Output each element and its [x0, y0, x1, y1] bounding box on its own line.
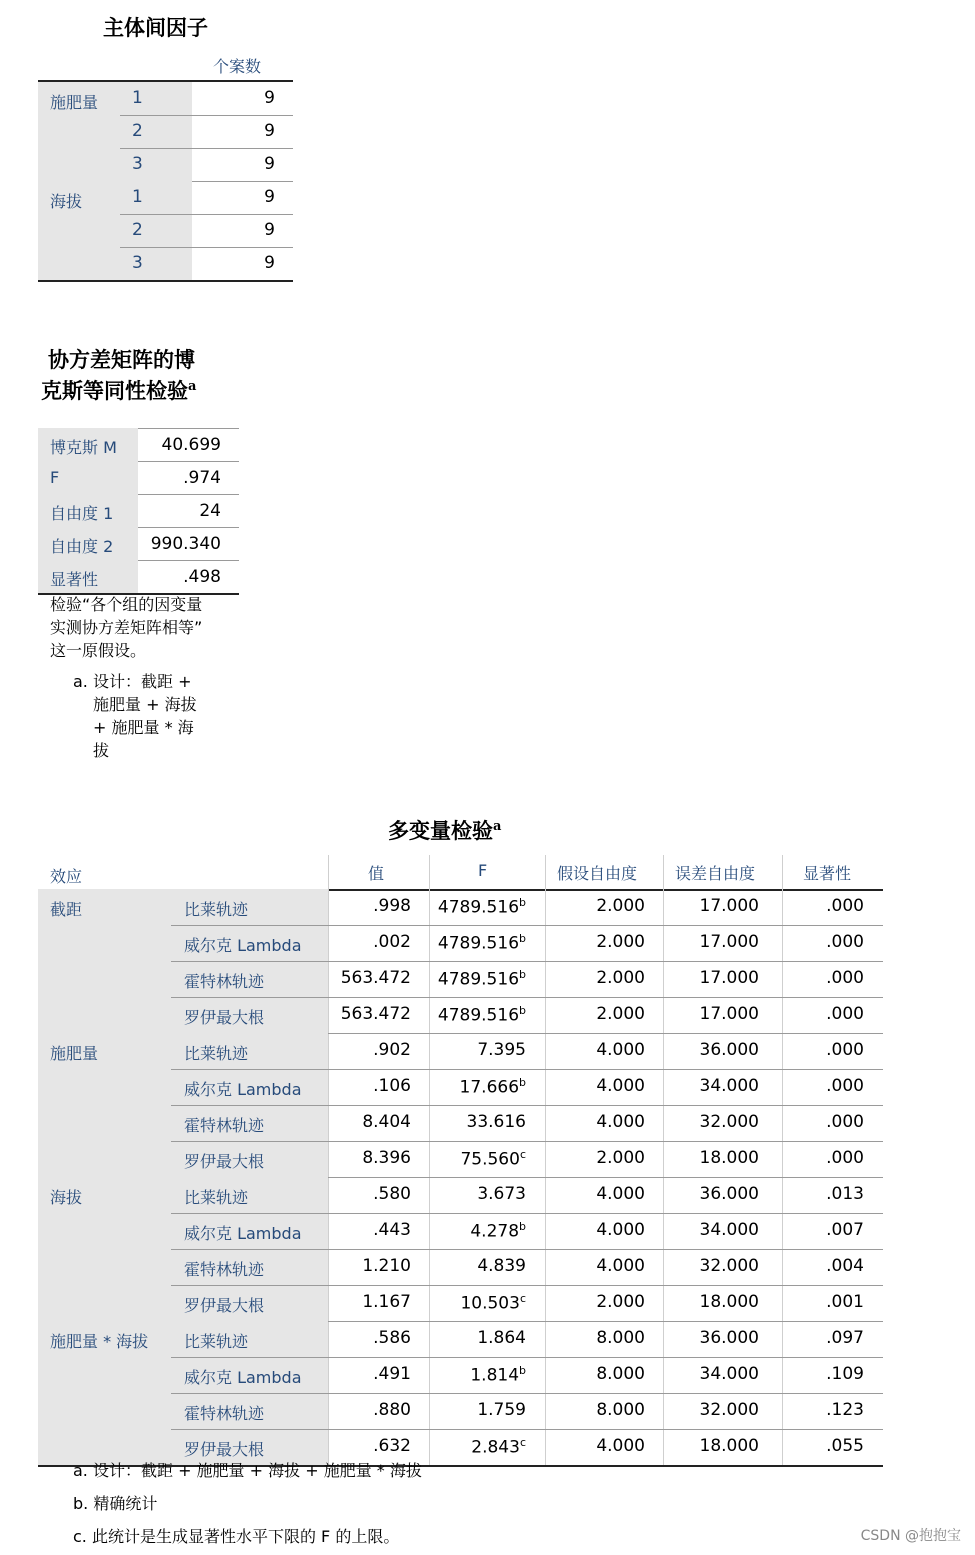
err-df-cell-text: 34.000 — [699, 1076, 759, 1096]
stat-label: 显著性 — [50, 570, 99, 589]
stat-label: 博克斯 M — [50, 438, 117, 457]
test-name: 比莱轨迹 — [184, 1188, 249, 1207]
f-footnote-marker: c — [519, 1436, 526, 1449]
f-cell — [471, 1436, 526, 1458]
f-cell-text: 10.503 — [460, 1293, 520, 1314]
table-row — [38, 1213, 883, 1249]
err-df-cell — [700, 1436, 759, 1456]
sig-cell — [826, 968, 864, 988]
table-row — [38, 925, 883, 961]
table1-title: 主体间因子 — [103, 15, 208, 40]
sig-cell-text: .013 — [826, 1184, 864, 1204]
sig-cell — [826, 1184, 864, 1204]
err-df-cell — [700, 1256, 759, 1276]
table1-header — [38, 48, 293, 82]
value-cell — [373, 1328, 411, 1348]
f-cell-text: 4789.516 — [437, 933, 520, 954]
header-value: 值 — [368, 864, 385, 883]
err-df-cell-text: 18.000 — [699, 1436, 759, 1456]
f-footnote-marker: b — [519, 932, 526, 945]
f-cell-text: 4.278 — [470, 1221, 520, 1242]
value-cell — [373, 896, 411, 916]
test-name: 威尔克 Lambda — [184, 936, 302, 955]
footnote-line: c. 此统计是生成显著性水平下限的 F 的上限。 — [73, 1527, 400, 1546]
hyp-df-cell-text: 4.000 — [596, 1076, 645, 1096]
hyp-df-cell-text: 2.000 — [596, 1004, 645, 1024]
table-row — [38, 1249, 883, 1285]
f-cell — [477, 1040, 526, 1060]
table-bottom-rule — [38, 280, 293, 282]
value-cell-text: .106 — [373, 1076, 411, 1096]
stat-value: .974 — [183, 468, 221, 488]
value-cell — [341, 1004, 411, 1024]
hyp-df-cell-text: 8.000 — [596, 1328, 645, 1348]
table-row — [38, 115, 293, 148]
err-df-cell — [700, 932, 759, 952]
value-cell — [341, 968, 411, 988]
footnote-line: 拔 — [93, 741, 110, 760]
value-cell — [362, 1292, 411, 1312]
f-cell-text: 1.864 — [477, 1328, 526, 1348]
hyp-df-cell-text: 2.000 — [596, 1292, 645, 1312]
err-df-cell — [700, 968, 759, 988]
hyp-df-cell — [596, 1220, 645, 1240]
sig-cell-text: .000 — [826, 968, 864, 988]
err-df-cell-text: 17.000 — [699, 1004, 759, 1024]
table-row — [38, 181, 293, 214]
f-footnote-marker: b — [519, 968, 526, 981]
err-df-cell-text: 36.000 — [699, 1184, 759, 1204]
test-name: 罗伊最大根 — [184, 1440, 265, 1459]
test-name: 霍特林轨迹 — [184, 972, 265, 991]
sig-cell — [826, 1256, 864, 1276]
f-footnote-marker: b — [519, 896, 526, 909]
err-df-cell — [700, 1220, 759, 1240]
factor-label: 施肥量 — [50, 93, 99, 112]
sig-cell-text: .000 — [826, 1148, 864, 1168]
header-f: F — [478, 861, 488, 880]
value-cell — [373, 1364, 411, 1384]
sig-cell-text: .001 — [826, 1292, 864, 1312]
f-cell-text: 1.814 — [470, 1365, 520, 1386]
table-row — [38, 1033, 883, 1069]
value-cell-text: 8.396 — [362, 1148, 411, 1168]
value-cell — [373, 1184, 411, 1204]
err-df-cell-text: 17.000 — [699, 968, 759, 988]
sig-cell — [826, 896, 864, 916]
hyp-df-cell-text: 4.000 — [596, 1112, 645, 1132]
sig-cell-text: .109 — [826, 1364, 864, 1384]
value-cell-text: 1.210 — [362, 1256, 411, 1276]
table-row — [38, 1285, 883, 1321]
table1-col-header: 个案数 — [213, 57, 262, 76]
table-row — [38, 214, 293, 247]
hyp-df-cell-text: 4.000 — [596, 1436, 645, 1456]
table-row — [38, 1141, 883, 1177]
effect-label: 施肥量 — [50, 1044, 99, 1063]
table-row — [38, 494, 239, 527]
value-cell — [373, 1436, 411, 1456]
sig-cell — [826, 1220, 864, 1240]
hyp-df-cell — [596, 896, 645, 916]
value-cell-text: 1.167 — [362, 1292, 411, 1312]
f-cell — [438, 1004, 526, 1026]
f-cell-text: 33.616 — [466, 1112, 526, 1132]
hyp-df-cell-text: 4.000 — [596, 1256, 645, 1276]
test-name: 霍特林轨迹 — [184, 1260, 265, 1279]
f-cell — [460, 1292, 526, 1314]
table3-title-text: 多变量检验 — [388, 818, 493, 843]
table-row — [38, 428, 239, 461]
test-name: 罗伊最大根 — [184, 1008, 265, 1027]
stat-label-cell — [38, 527, 138, 560]
err-df-cell-text: 36.000 — [699, 1040, 759, 1060]
sig-cell-text: .000 — [826, 1040, 864, 1060]
hyp-df-cell — [596, 1256, 645, 1276]
sig-cell-text: .000 — [826, 932, 864, 952]
hyp-df-cell-text: 4.000 — [596, 1220, 645, 1240]
err-df-cell-text: 34.000 — [699, 1364, 759, 1384]
f-cell — [460, 1076, 526, 1098]
err-df-cell — [700, 1328, 759, 1348]
f-cell-text: 75.560 — [460, 1149, 520, 1170]
f-cell-text: 2.843 — [471, 1437, 520, 1458]
hyp-df-cell — [596, 1364, 645, 1384]
table2-title — [41, 346, 197, 404]
factor-level: 1 — [132, 187, 143, 207]
err-df-cell-text: 36.000 — [699, 1328, 759, 1348]
f-footnote-marker: c — [519, 1148, 526, 1161]
value-cell-text: 563.472 — [340, 968, 411, 988]
f-cell-text: 4789.516 — [437, 969, 520, 990]
sig-cell — [826, 1292, 864, 1312]
hyp-df-cell — [596, 1148, 645, 1168]
table-row — [38, 961, 883, 997]
case-count: 9 — [264, 88, 275, 108]
sig-cell — [826, 1004, 864, 1024]
f-footnote-marker: b — [519, 1364, 526, 1377]
value-cell — [373, 1400, 411, 1420]
hyp-df-cell — [596, 1436, 645, 1456]
hyp-df-cell-text: 8.000 — [596, 1400, 645, 1420]
f-cell-text: 17.666 — [459, 1077, 520, 1098]
value-cell-text: .902 — [373, 1040, 411, 1060]
err-df-cell — [700, 1400, 759, 1420]
stat-value: 40.699 — [161, 435, 221, 455]
table-row — [38, 148, 293, 181]
table2-title-sup: a — [188, 379, 197, 394]
value-cell — [373, 1220, 411, 1240]
test-name: 比莱轨迹 — [184, 1332, 249, 1351]
sig-cell-text: .000 — [826, 1004, 864, 1024]
footnote-line: b. 精确统计 — [73, 1494, 158, 1513]
table-row — [38, 527, 239, 560]
note-line: 实测协方差矩阵相等” — [50, 618, 203, 637]
factor-level: 1 — [132, 88, 143, 108]
value-cell — [362, 1256, 411, 1276]
sig-cell-text: .000 — [826, 1076, 864, 1096]
value-cell — [362, 1112, 411, 1132]
test-name: 霍特林轨迹 — [184, 1116, 265, 1135]
f-cell-text: 3.673 — [477, 1184, 526, 1204]
f-cell — [470, 1364, 526, 1386]
hyp-df-cell — [596, 968, 645, 988]
err-df-cell — [700, 1364, 759, 1384]
hyp-df-cell — [596, 1076, 645, 1096]
f-cell — [460, 1148, 526, 1170]
factor-level: 3 — [132, 253, 143, 273]
case-count: 9 — [264, 253, 275, 273]
header-err-df: 误差自由度 — [675, 864, 756, 883]
sig-cell — [826, 1112, 864, 1132]
err-df-cell-text: 32.000 — [699, 1112, 759, 1132]
value-cell-text: .880 — [373, 1400, 411, 1420]
table-row — [38, 1393, 883, 1429]
table-row — [38, 889, 883, 925]
f-footnote-marker: b — [519, 1004, 526, 1017]
case-count: 9 — [264, 187, 275, 207]
f-cell — [470, 1220, 526, 1242]
f-cell-text: 1.759 — [477, 1400, 526, 1420]
table3-footnotes — [73, 1454, 422, 1553]
header-hyp-df: 假设自由度 — [557, 864, 638, 883]
hyp-df-cell — [596, 1112, 645, 1132]
hyp-df-cell-text: 2.000 — [596, 932, 645, 952]
table3-title — [388, 815, 501, 845]
value-cell-text: .491 — [373, 1364, 411, 1384]
hyp-df-cell — [596, 1328, 645, 1348]
value-cell — [373, 932, 411, 952]
sig-cell-text: .055 — [826, 1436, 864, 1456]
err-df-cell-text: 32.000 — [699, 1256, 759, 1276]
hyp-df-cell — [596, 1184, 645, 1204]
f-cell — [438, 896, 526, 918]
value-cell — [373, 1076, 411, 1096]
table2-title-line1: 协方差矩阵的博 — [48, 347, 195, 372]
table-row — [38, 247, 293, 280]
sig-cell-text: .000 — [826, 896, 864, 916]
table-row — [38, 560, 239, 593]
sig-cell-text: .000 — [826, 1112, 864, 1132]
table-row — [38, 461, 239, 494]
stat-label-cell — [38, 461, 138, 494]
f-footnote-marker: b — [519, 1076, 526, 1089]
f-cell — [438, 968, 526, 990]
f-footnote-marker: c — [519, 1292, 526, 1305]
test-name: 威尔克 Lambda — [184, 1080, 302, 1099]
f-cell — [438, 932, 526, 954]
value-cell-text: .998 — [373, 896, 411, 916]
watermark: CSDN @抱抱宝 — [860, 1528, 961, 1544]
err-df-cell — [700, 1184, 759, 1204]
table-row — [38, 1105, 883, 1141]
factor-level: 2 — [132, 121, 143, 141]
err-df-cell-text: 34.000 — [699, 1220, 759, 1240]
header-effect: 效应 — [50, 867, 83, 886]
table-row — [38, 1069, 883, 1105]
hyp-df-cell — [596, 1400, 645, 1420]
hyp-df-cell — [596, 1040, 645, 1060]
sig-cell — [826, 1328, 864, 1348]
stat-label-cell — [38, 428, 138, 461]
stat-label: 自由度 1 — [50, 504, 114, 523]
f-cell-text: 4789.516 — [437, 897, 520, 918]
table2-title-line2: 克斯等同性检验 — [41, 378, 188, 403]
err-df-cell — [700, 1076, 759, 1096]
value-cell-text: .580 — [373, 1184, 411, 1204]
hyp-df-cell — [596, 1292, 645, 1312]
stat-value: 990.340 — [150, 534, 221, 554]
table2-note — [50, 593, 202, 662]
note-line: 检验“各个组的因变量 — [50, 595, 203, 614]
hyp-df-cell — [596, 932, 645, 952]
test-name: 罗伊最大根 — [184, 1152, 265, 1171]
sig-cell-text: .097 — [826, 1328, 864, 1348]
table-row — [38, 1321, 883, 1357]
table-row — [38, 82, 293, 115]
note-line: 这一原假设。 — [50, 641, 147, 660]
value-cell — [373, 1040, 411, 1060]
f-cell — [467, 1112, 526, 1132]
footnote-line: a. 设计：截距 + 施肥量 + 海拔 + 施肥量 * 海拔 — [73, 1461, 422, 1480]
hyp-df-cell-text: 8.000 — [596, 1364, 645, 1384]
err-df-cell-text: 32.000 — [699, 1400, 759, 1420]
value-cell-text: .632 — [373, 1436, 411, 1456]
hyp-df-cell — [596, 1004, 645, 1024]
hyp-df-cell-text: 4.000 — [596, 1040, 645, 1060]
sig-cell — [826, 1148, 864, 1168]
sig-cell-text: .004 — [826, 1256, 864, 1276]
case-count: 9 — [264, 220, 275, 240]
value-cell-text: .443 — [373, 1220, 411, 1240]
f-cell — [477, 1184, 526, 1204]
sig-cell-text: .123 — [826, 1400, 864, 1420]
table2-footnote — [73, 670, 197, 762]
sig-cell — [826, 1040, 864, 1060]
f-cell-text: 4789.516 — [437, 1005, 520, 1026]
factor-label: 海拔 — [50, 192, 83, 211]
value-cell — [362, 1148, 411, 1168]
table-row — [38, 1357, 883, 1393]
case-count: 9 — [264, 121, 275, 141]
value-cell-text: .002 — [373, 932, 411, 952]
table3-header — [38, 855, 883, 891]
err-df-cell — [700, 896, 759, 916]
value-cell-text: 563.472 — [340, 1004, 411, 1024]
err-df-cell — [700, 1148, 759, 1168]
test-name: 罗伊最大根 — [184, 1296, 265, 1315]
f-cell — [477, 1328, 526, 1348]
footnote-line: a. 设计：截距 + — [73, 672, 192, 691]
factor-level: 2 — [132, 220, 143, 240]
f-cell — [477, 1256, 526, 1276]
footnote-line: 施肥量 + 海拔 — [93, 695, 197, 714]
stat-value: 24 — [199, 501, 221, 521]
stat-label: F — [50, 468, 60, 487]
value-cell-text: .586 — [373, 1328, 411, 1348]
effect-label: 海拔 — [50, 1188, 83, 1207]
hyp-df-cell-text: 4.000 — [596, 1184, 645, 1204]
err-df-cell-text: 18.000 — [699, 1292, 759, 1312]
stat-label-cell — [38, 560, 138, 593]
test-name: 威尔克 Lambda — [184, 1224, 302, 1243]
hyp-df-cell-text: 2.000 — [596, 896, 645, 916]
f-cell-text: 4.839 — [477, 1256, 526, 1276]
err-df-cell — [700, 1040, 759, 1060]
stat-value: .498 — [183, 567, 221, 587]
hyp-df-cell-text: 2.000 — [596, 1148, 645, 1168]
f-cell-text: 7.395 — [477, 1040, 526, 1060]
sig-cell — [826, 1076, 864, 1096]
value-cell-text: 8.404 — [362, 1112, 411, 1132]
effect-label: 截距 — [50, 900, 83, 919]
header-sig: 显著性 — [803, 864, 852, 883]
sig-cell — [826, 932, 864, 952]
footnote-line: + 施肥量 * 海 — [93, 718, 194, 737]
test-name: 霍特林轨迹 — [184, 1404, 265, 1423]
f-footnote-marker: b — [519, 1220, 526, 1233]
stat-label-cell — [38, 494, 138, 527]
sig-cell — [826, 1436, 864, 1456]
sig-cell — [826, 1400, 864, 1420]
sig-cell — [826, 1364, 864, 1384]
test-name: 比莱轨迹 — [184, 900, 249, 919]
err-df-cell-text: 18.000 — [699, 1148, 759, 1168]
factor-level: 3 — [132, 154, 143, 174]
stat-label: 自由度 2 — [50, 537, 114, 556]
case-count: 9 — [264, 154, 275, 174]
sig-cell-text: .007 — [826, 1220, 864, 1240]
f-cell — [477, 1400, 526, 1420]
err-df-cell — [700, 1112, 759, 1132]
hyp-df-cell-text: 2.000 — [596, 968, 645, 988]
test-name: 威尔克 Lambda — [184, 1368, 302, 1387]
table3-title-sup: a — [493, 819, 502, 834]
effect-label: 施肥量 * 海拔 — [50, 1332, 149, 1351]
err-df-cell-text: 17.000 — [699, 896, 759, 916]
between-subjects-factors-table — [38, 48, 293, 273]
test-name: 比莱轨迹 — [184, 1044, 249, 1063]
err-df-cell — [700, 1292, 759, 1312]
err-df-cell-text: 17.000 — [699, 932, 759, 952]
table-row — [38, 1177, 883, 1213]
table-row — [38, 997, 883, 1033]
err-df-cell — [700, 1004, 759, 1024]
